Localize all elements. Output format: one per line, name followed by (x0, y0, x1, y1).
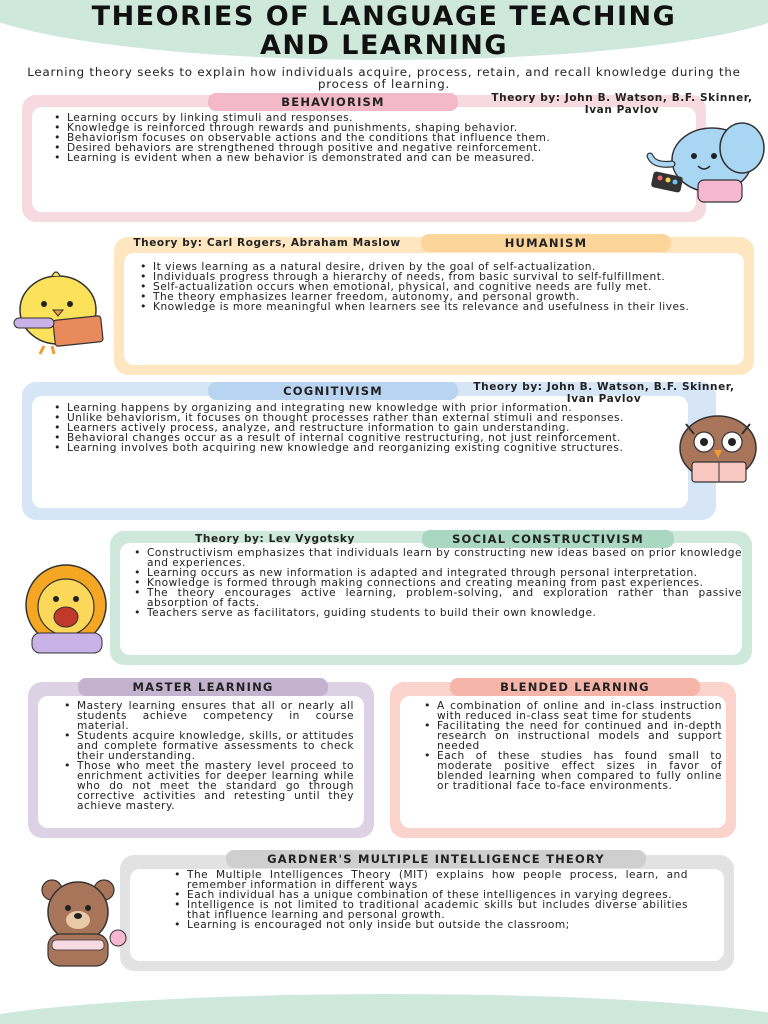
behaviorism-title: BEHAVIORISM (208, 93, 458, 111)
list-item: • Knowledge is more meaningful when learners see its relevance and usefulness in their lives. (138, 302, 742, 312)
list-item: • Individuals progress through a hierarchy of needs, from basic survival to self-fulfillment. (138, 272, 742, 282)
list-item: • Learning involves both acquiring new knowledge and reorganizing existing cognitive structures. (52, 443, 666, 453)
list-item: • The theory emphasizes learner freedom, autonomy, and personal growth. (138, 292, 742, 302)
intro-text: Learning theory seeks to explain how individuals acquire, process, retain, and recall knowledge during the process of learning. (27, 65, 741, 91)
cognitivism-list (52, 403, 666, 453)
list-item: • Knowledge is formed through making connections and creating meaning from past experiences. (132, 578, 742, 588)
social-list (132, 548, 742, 618)
list-item: • The Multiple Intelligences Theory (MIT) explains how people process, learn, and remember information in different ways (172, 870, 688, 890)
humanism-title: HUMANISM (421, 234, 671, 252)
list-item: • Intelligence is not limited to traditional academic skills but includes diverse abilities that influence learning and personal growth. (172, 900, 688, 920)
bottom-decor-blob (0, 994, 768, 1024)
bear-icon (30, 876, 134, 968)
mastery-list (62, 701, 354, 811)
social-theory-by: Theory by: Lev Vygotsky (195, 533, 355, 545)
list-item: • The theory encourages active learning, problem-solving, and exploration rather than passive absorption of facts. (132, 588, 742, 608)
chick-icon (8, 266, 124, 358)
behaviorism-theory-by: Theory by: John B. Watson, B.F. Skinner, Ivan Pavlov (491, 92, 753, 116)
owl-icon (670, 406, 768, 486)
list-item: • Those who meet the mastery level proceed to enrichment activities for deeper learning while who do not meet the standard go through corrective activities and retesting until they achieve mastery. (62, 761, 354, 811)
list-item: • Mastery learning ensures that all or nearly all students achieve competency in course material. (62, 701, 354, 731)
list-item: • It views learning as a natural desire, driven by the goal of self-actualization. (138, 262, 742, 272)
list-item: • Behavioral changes occur as a result of internal cognitive restructuring, not just reinforcement. (52, 433, 666, 443)
list-item: • Each of these studies has found small to moderate positive effect sizes in favor of blended learning when compared to fully online or traditional face to-face environments. (422, 751, 722, 791)
social-title: SOCIAL CONSTRUCTIVISM (422, 530, 674, 548)
humanism-list (138, 262, 742, 312)
list-item: • Students acquire knowledge, skills, or attitudes and complete formative assessments to check their understanding. (62, 731, 354, 761)
list-item: • Desired behaviors are strengthened through positive and negative reinforcement. (52, 143, 624, 153)
blended-list (422, 701, 722, 791)
cognitivism-theory-by: Theory by: John B. Watson, B.F. Skinner, Ivan Pavlov (473, 381, 735, 405)
list-item: • Behaviorism focuses on observable actions and the conditions that influence them. (52, 133, 624, 143)
title-line-1: THEORIES OF LANGUAGE TEACHING (91, 1, 677, 32)
cognitivism-title: COGNITIVISM (208, 382, 458, 400)
list-item: • Learning occurs as new information is adapted and integrated through personal interpretation. (132, 568, 742, 578)
list-item: • Learning is evident when a new behavior is demonstrated and can be measured. (52, 153, 624, 163)
list-item: • Learners actively process, analyze, and restructure information to gain understanding. (52, 423, 666, 433)
behaviorism-list (52, 113, 624, 163)
list-item: • Facilitating the need for continued and in-depth research on instructional models and support needed (422, 721, 722, 751)
gardner-list (172, 870, 688, 930)
list-item: • Learning happens by organizing and integrating new knowledge with prior information. (52, 403, 666, 413)
gardner-title: GARDNER'S MULTIPLE INTELLIGENCE THEORY (226, 850, 646, 868)
list-item: • Each individual has a unique combination of these intelligences in varying degrees. (172, 890, 688, 900)
list-item: • Teachers serve as facilitators, guiding students to build their own knowledge. (132, 608, 742, 618)
list-item: • Knowledge is reinforced through rewards and punishments, shaping behavior. (52, 123, 624, 133)
list-item: • Constructivism emphasizes that individuals learn by constructing new ideas based on prior knowledge and experiences. (132, 548, 742, 568)
lion-icon (6, 563, 130, 657)
list-item: • Self-actualization occurs when emotional, physical, and cognitive needs are fully met. (138, 282, 742, 292)
title-line-2: AND LEARNING (259, 30, 509, 61)
page-title (0, 2, 768, 60)
list-item: • Learning is encouraged not only inside but outside the classroom; (172, 920, 688, 930)
list-item: • A combination of online and in-class instruction with reduced in-class seat time for students (422, 701, 722, 721)
blended-title: BLENDED LEARNING (450, 678, 700, 696)
list-item: • Learning occurs by linking stimuli and responses. (52, 113, 624, 123)
mastery-title: MASTER LEARNING (78, 678, 328, 696)
list-item: • Unlike behaviorism, it focuses on thought processes rather than external stimuli and responses. (52, 413, 666, 423)
elephant-icon (642, 118, 768, 206)
humanism-theory-by: Theory by: Carl Rogers, Abraham Maslow (133, 237, 401, 249)
